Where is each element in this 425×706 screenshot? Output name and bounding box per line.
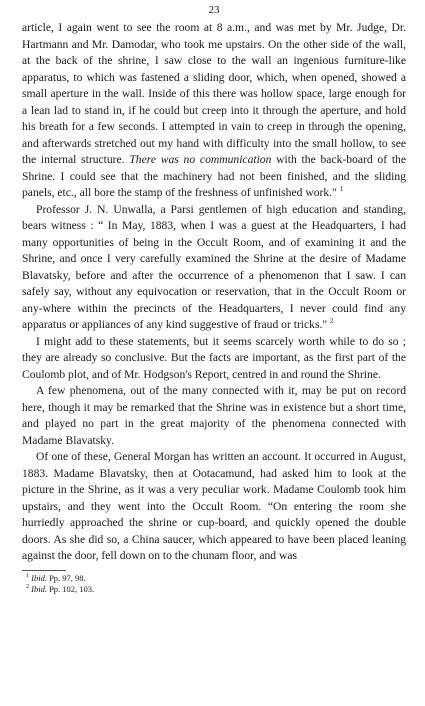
text-run: Professor J. N. Unwalla, a Parsi gentlemen of high education and standing, bears witness : “ In May, 1883, when I was a guest at the Headquarters, I had many opportunities of being in the Occult Room, and of examining it and the Shrine, and once I very carefully examined the Shrine at the desire of Madame Blavatsky, before and after the occurrence of a phenomenon that I saw. I can safely say, without any equivocation or reservation, that in the Occult Room or any-where within the precincts of the Headquarters, I never could find any apparatus or appliances of any kind suggestive of fraud or tricks." — [22, 202, 406, 331]
body-text — [22, 20, 406, 565]
text-run: I might add to these statements, but it seems scarcely worth while to do so ; they are already so conclusive. But the facts are important, as the first part of the Coulomb plot, and of Mr. Hodgson's Report, centred in and round the Shrine. — [22, 334, 406, 381]
text-run: with the back-board of the Shrine. I could see that the machinery had not been finished, and the sliding panels, etc., all bore the stamp of the freshness of unfinished work." — [22, 153, 406, 199]
document-page — [22, 4, 406, 595]
footnote-mark: 2 — [26, 583, 29, 590]
footnote-reference: 2 — [330, 317, 334, 326]
footnote-source: Ibid. — [31, 572, 47, 583]
paragraph — [22, 383, 406, 449]
italic-phrase: There was no communication — [129, 153, 272, 166]
footnote-pages: Pp. 102, 103. — [46, 583, 95, 594]
footnote-list — [22, 573, 406, 595]
footnote-reference: 1 — [339, 185, 344, 194]
paragraph — [22, 20, 406, 202]
footnote — [22, 584, 406, 595]
footnote — [22, 573, 406, 584]
text-run: A few phenomena, out of the many connected with it, may be put on record here, though it may be remarked that the Shrine was in existence but a short time, and played no part in the great majority of the phenomena connected with Madame Blavatsky. — [22, 384, 406, 447]
footnote-rule — [22, 570, 66, 571]
paragraph — [22, 202, 406, 334]
footnotes — [22, 570, 406, 595]
text-run: article, I again went to see the room at 8 a.m., and was met by Mr. Judge, Dr. Hartmann and Mr. Damodar, who took me upstairs. On the other side of the wall, at the back of the shrine, I saw close to the wall an ingenious furniture-like apparatus, to which was fastened a sliding door, which, when opened, showed a small aperture in the wall. Inside of this there was hollow space, large enough for a lean lad to stand in, if he could but creep into it through the aperture, and hold his breath for a few seconds. I attempted in vain to creep in through the opening, and afterwards stretched out my hand with difficulty into the small hollow, to see the internal structure. — [22, 21, 406, 166]
paragraph — [22, 449, 406, 565]
footnote-mark: 1 — [26, 572, 29, 579]
footnote-source: Ibid. — [31, 583, 47, 594]
footnote-pages: Pp. 97, 98. — [46, 572, 86, 583]
page-number: 23 — [208, 4, 220, 16]
paragraph — [22, 334, 406, 384]
text-run: Of one of these, General Morgan has written an account. It occurred in August, 1883. Madame Blavatsky, then at Ootacamund, had asked him to look at the picture in the Shrine, as it was a very peculiar work. Madame Coulomb took him upstairs, and they went into the Occult Room. “On entering the room she hurriedly approached the shrine or cup-board, and quickly opened the double doors. As she did so, a China saucer, which appeared to have been placed leaning against the door, fell down on to the chunam floor, and was — [22, 450, 406, 562]
